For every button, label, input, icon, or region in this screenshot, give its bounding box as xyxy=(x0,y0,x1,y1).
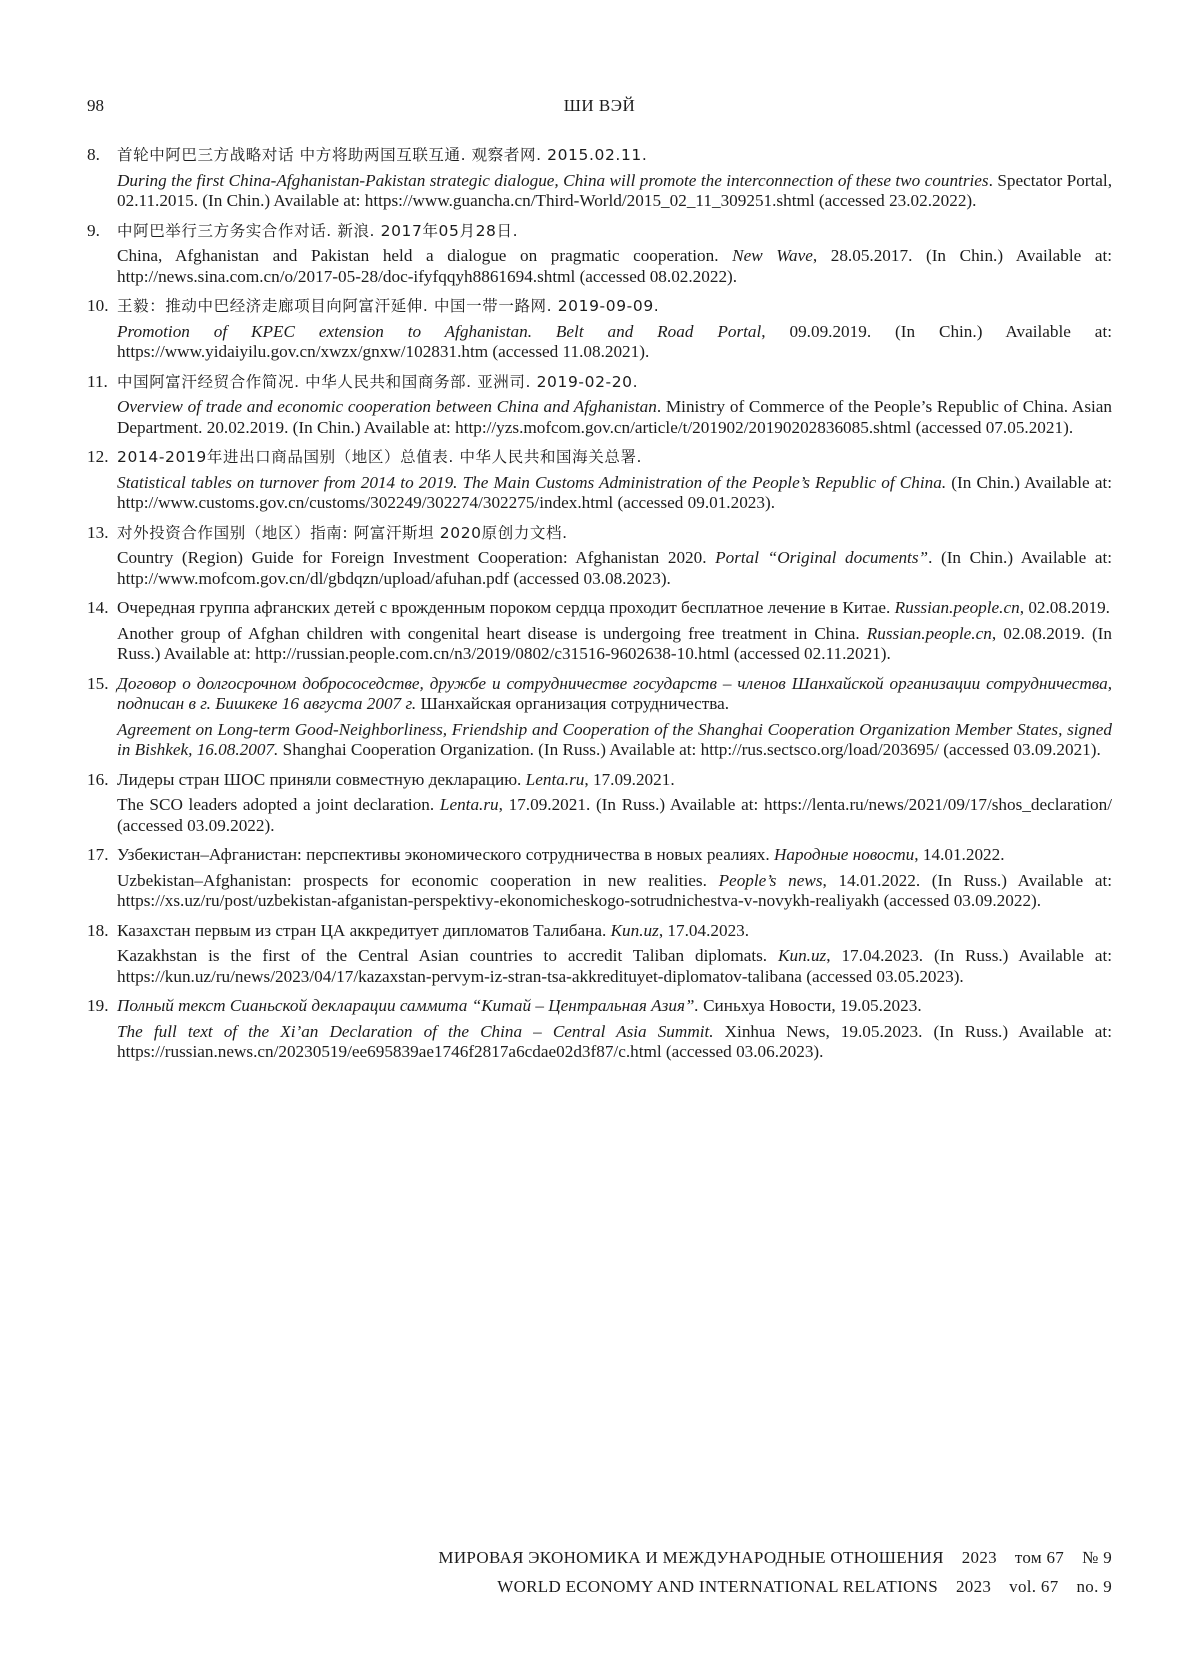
reference-text-segment: . (In Chin.) Available at: http://www.mofcom.gov.cn/dl/gbdqzn/upload/afuhan.pdf (accessed 03.08.2023). xyxy=(117,548,1112,588)
reference-original xyxy=(117,145,1112,166)
reference-item xyxy=(87,372,1112,439)
reference-original xyxy=(117,770,1112,791)
reference-text-segment: Kun.uz xyxy=(610,920,659,940)
reference-original xyxy=(117,372,1112,393)
reference-number: 17. xyxy=(87,845,109,864)
reference-text-segment: , 09.09.2019. (In Chin.) Available at: https://www.yidaiyilu.gov.cn/xwzx/gnxw/102831.htm (accessed 11.08.2021). xyxy=(117,321,1112,361)
reference-item xyxy=(87,145,1112,212)
reference-original xyxy=(117,996,1112,1017)
footer-issue: no. 9 xyxy=(1076,1577,1112,1596)
reference-number: 18. xyxy=(87,920,109,940)
reference-translation xyxy=(117,322,1112,363)
reference-text-segment: Синьхуа Новости, 19.05.2023. xyxy=(698,996,922,1015)
reference-text-segment: Shanghai Cooperation Organization. (In Russ.) Available at: http://rus.sectsco.org/load/203695/ (accessed 03.09.2021). xyxy=(278,740,1101,759)
reference-text-segment: People’s news xyxy=(718,870,823,890)
reference-text-segment: Russian.people.cn xyxy=(866,623,992,643)
reference-text-segment: Очередная группа афганских детей с врожденным пороком сердца проходит бесплатное лечение в Китае. xyxy=(117,598,895,617)
reference-text-segment: . Spectator Portal, 02.11.2015. (In Chin.) Available at: https://www.guancha.cn/Third-World/2015_02_11_309251.shtml (accessed 23.02.2022). xyxy=(117,170,1112,210)
reference-text-segment: Promotion of KPEC extension to Afghanistan. Belt and Road Portal xyxy=(117,321,762,341)
reference-item xyxy=(87,221,1112,288)
reference-item xyxy=(87,921,1112,988)
reference-text-segment: Kun.uz xyxy=(778,946,827,965)
reference-text-segment: , 17.04.2023. (In Russ.) Available at: https://kun.uz/ru/news/2023/04/17/kazaxstan-pervym-iz-stran-tsa-akkredituyet-diplomatov-talibana (accessed 03.05.2023). xyxy=(117,946,1112,986)
reference-translation xyxy=(117,720,1112,761)
reference-original xyxy=(117,523,1112,544)
page-header xyxy=(87,96,1112,120)
reference-text-segment: Узбекистан–Афганистан: перспективы экономического сотрудничества в новых реалиях. xyxy=(117,845,774,864)
reference-item xyxy=(87,598,1112,665)
reference-text-segment: 中国阿富汗经贸合作简况. 中华人民共和国商务部. 亚洲司. 2019-02-20. xyxy=(117,372,639,391)
footer-journal-name: МИРОВАЯ ЭКОНОМИКА И МЕЖДУНАРОДНЫЕ ОТНОШЕНИЯ xyxy=(438,1548,944,1567)
reference-item xyxy=(87,674,1112,761)
reference-text-segment: Лидеры стран ШОС приняли совместную декларацию. xyxy=(117,769,526,789)
reference-text-segment: Договор о долгосрочном добрососедстве, дружбе и сотрудничестве государств – членов Шанхайской организации сотрудничества, подписан в г. Бишкеке 16 августа 2007 г. xyxy=(117,673,1112,713)
reference-number: 15. xyxy=(87,673,109,693)
reference-text-segment: Lenta.ru xyxy=(525,769,585,789)
reference-text-segment: During the first China-Afghanistan-Pakistan strategic dialogue, China will promote the interconnection of these two countries xyxy=(117,170,989,190)
reference-original xyxy=(117,921,1112,942)
footer-issue: № 9 xyxy=(1082,1548,1112,1567)
reference-original xyxy=(117,296,1112,317)
reference-item xyxy=(87,523,1112,590)
reference-number: 9. xyxy=(87,220,100,240)
reference-text-segment: 对外投资合作国别（地区）指南: 阿富汗斯坦 2020原创力文档. xyxy=(117,523,568,542)
reference-number: 11. xyxy=(87,371,108,391)
reference-text-segment: 王毅：推动中巴经济走廊项目向阿富汗延伸. 中国一带一路网. 2019-09-09. xyxy=(117,297,660,315)
reference-number: 14. xyxy=(87,598,109,617)
reference-item xyxy=(87,296,1112,363)
reference-original xyxy=(117,447,1112,468)
reference-text-segment: Полный текст Сианьской декларации саммита “Китай – Центральная Азия”. xyxy=(117,996,699,1015)
reference-number: 13. xyxy=(87,522,109,542)
reference-item xyxy=(87,996,1112,1063)
reference-text-segment: , 14.01.2022. (In Russ.) Available at: https://xs.uz/ru/post/uzbekistan-afganistan-perspektivy-ekonomicheskogo-sotrudnichestva-v-novykh-realiyakh (accessed 03.09.2022). xyxy=(117,870,1113,910)
reference-text-segment: New Wave xyxy=(732,246,813,265)
reference-text-segment: Шанхайская организация сотрудничества. xyxy=(416,694,730,713)
reference-item xyxy=(87,770,1112,837)
reference-translation xyxy=(117,397,1112,438)
reference-text-segment: The SCO leaders adopted a joint declaration. xyxy=(117,795,440,814)
reference-text-segment: The full text of the Xi’an Declaration of the China – Central Asia Summit. xyxy=(117,1021,714,1041)
reference-list xyxy=(87,145,1112,1072)
reference-number: 8. xyxy=(87,145,100,164)
reference-text-segment: . Ministry of Commerce of the People’s Republic of China. Asian Department. 20.02.2019. (In Chin.) Available at: http://yzs.mofcom.gov.cn/article/t/201902/20190202836085.shtml (accessed 07.05.2021). xyxy=(117,397,1113,437)
reference-text-segment: Russian.people.cn xyxy=(894,598,1020,617)
reference-translation xyxy=(117,473,1112,514)
reference-text-segment: Народные новости xyxy=(773,845,915,864)
reference-translation xyxy=(117,548,1112,589)
footer-year: 2023 xyxy=(955,1577,992,1596)
reference-translation xyxy=(117,795,1112,836)
reference-text-segment: Казахстан первым из стран ЦА аккредитует дипломатов Талибана. xyxy=(117,920,611,940)
reference-original xyxy=(117,598,1112,619)
reference-item xyxy=(87,845,1112,912)
footer-volume: vol. 67 xyxy=(1009,1577,1059,1596)
reference-text-segment: Statistical tables on turnover from 2014 to 2019. The Main Customs Administration of the People’s Republic of China. xyxy=(117,472,947,492)
reference-number: 16. xyxy=(87,769,109,789)
reference-number: 10. xyxy=(87,296,109,315)
reference-text-segment: Overview of trade and economic cooperation between China and Afghanistan xyxy=(117,397,657,416)
footer-journal-ru xyxy=(438,1543,1112,1572)
page-footer xyxy=(438,1543,1112,1601)
reference-text-segment: 2014-2019年进出口商品国别（地区）总值表. 中华人民共和国海关总署. xyxy=(117,448,643,466)
reference-translation xyxy=(117,946,1112,987)
footer-volume: том 67 xyxy=(1014,1548,1065,1567)
reference-text-segment: , 02.08.2019. xyxy=(1019,598,1110,617)
reference-translation xyxy=(117,1022,1112,1063)
reference-number: 12. xyxy=(87,447,109,466)
reference-text-segment: 中阿巴举行三方务实合作对话. 新浪. 2017年05月28日. xyxy=(117,221,519,240)
reference-text-segment: China, Afghanistan and Pakistan held a dialogue on pragmatic cooperation. xyxy=(117,246,733,265)
reference-text-segment: Uzbekistan–Afghanistan: prospects for economic cooperation in new realities. xyxy=(117,870,719,890)
footer-journal-en xyxy=(438,1572,1112,1601)
running-title: ШИ ВЭЙ xyxy=(563,96,636,115)
reference-text-segment: Xinhua News, 19.05.2023. (In Russ.) Available at: https://russian.news.cn/20230519/ee695839ae1746f2817a6cdae02d3f87/c.html (accessed 03.06.2023). xyxy=(117,1021,1112,1061)
reference-item xyxy=(87,447,1112,514)
reference-text-segment: , 02.08.2019. (In Russ.) Available at: http://russian.people.com.cn/n3/2019/0802/c31516-9602638-10.html (accessed 02.11.2021). xyxy=(117,623,1112,663)
reference-text-segment: (In Chin.) Available at: http://www.customs.gov.cn/customs/302249/302274/302275/index.html (accessed 09.01.2023). xyxy=(117,472,1112,512)
reference-original xyxy=(117,674,1112,715)
reference-text-segment: , 14.01.2022. xyxy=(914,845,1005,864)
footer-journal-name: WORLD ECONOMY AND INTERNATIONAL RELATIONS xyxy=(497,1577,938,1596)
reference-text-segment: Portal “Original documents” xyxy=(715,548,929,567)
reference-original xyxy=(117,845,1112,866)
reference-text-segment: , 17.09.2021. (In Russ.) Available at: https://lenta.ru/news/2021/09/17/shos_declaration/ (accessed 03.09.2022). xyxy=(117,795,1112,835)
reference-translation xyxy=(117,624,1112,665)
reference-text-segment: , 28.05.2017. (In Chin.) Available at: http://news.sina.com.cn/o/2017-05-28/doc-ifyfqqyh8861694.shtml (accessed 08.02.2022). xyxy=(117,246,1112,286)
reference-text-segment: Lenta.ru xyxy=(439,795,499,814)
reference-text-segment: , 17.09.2021. xyxy=(584,769,675,789)
reference-translation xyxy=(117,871,1112,912)
reference-text-segment: Another group of Afghan children with congenital heart disease is undergoing free treatment in China. xyxy=(117,623,867,643)
reference-original xyxy=(117,221,1112,242)
reference-number: 19. xyxy=(87,996,109,1015)
reference-translation xyxy=(117,171,1112,212)
reference-translation xyxy=(117,246,1112,287)
reference-text-segment: 首轮中阿巴三方战略对话 中方将助两国互联互通. 观察者网. 2015.02.11. xyxy=(117,146,648,164)
footer-year: 2023 xyxy=(961,1548,997,1567)
reference-text-segment: Kazakhstan is the first of the Central Asian countries to accredit Taliban diplomats. xyxy=(117,946,779,965)
reference-text-segment: Agreement on Long-term Good-Neighborliness, Friendship and Cooperation of the Shanghai Cooperation Organization Member States, signed in Bishkek, 16.08.2007. xyxy=(117,719,1112,759)
reference-text-segment: , 17.04.2023. xyxy=(658,920,750,940)
page-number: 98 xyxy=(87,96,104,115)
reference-text-segment: Country (Region) Guide for Foreign Investment Cooperation: Afghanistan 2020. xyxy=(117,548,716,567)
